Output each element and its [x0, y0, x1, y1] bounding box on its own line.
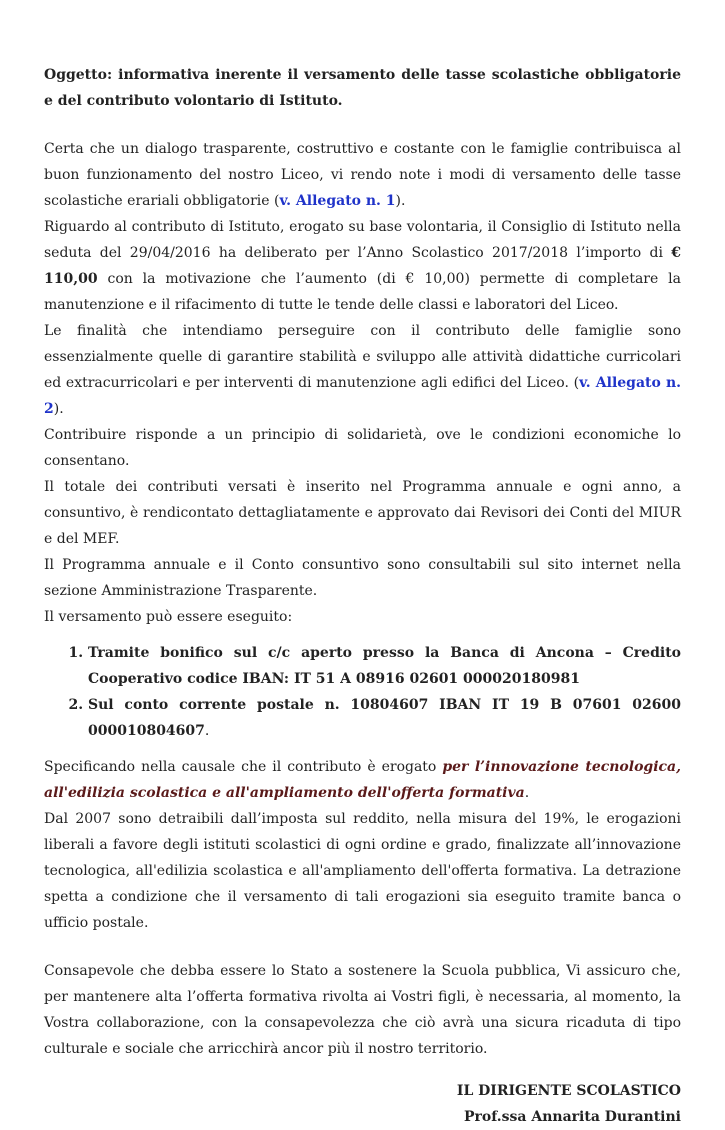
paragraph-payment-intro: Il versamento può essere eseguito:: [44, 609, 293, 625]
paragraph-tax-deduction: Dal 2007 sono detraibili dall’imposta sul reddito, nella misura del 19%, le erogazioni liberali a favore degli istituti scolastici di ogni ordine e grado, finalizzate all’innovazione tecnologica, all'edilizia scolastica e all'ampliamento dell'offerta formativa. La detrazione spetta a condizione che il versamento di tali erogazioni sia eseguito tramite banca o ufficio postale.: [44, 811, 681, 931]
paragraph-closing: Consapevole che debba essere lo Stato a sostenere la Scuola pubblica, Vi assicuro che, per mantenere alta l’offerta formativa rivolta ai Vostri figli, è necessaria, al momento, la Vostra collaborazione, con la consapevolezza che ciò avrà una sicura ricaduta di tipo culturale e sociale che arricchirà ancor più il nostro territorio.: [44, 963, 681, 1057]
paragraph-purposes-end: ).: [53, 401, 64, 417]
attachment-1-link[interactable]: v. Allegato n. 1: [279, 193, 396, 209]
paragraph-purposes-text: Le finalità che intendiamo perseguire con il contributo delle famiglie sono essenzialmente quelle di garantire stabilità e sviluppo alle attività didattiche curricolari ed extracurricolari e per interventi di manutenzione agli edifici del Liceo. (: [44, 323, 681, 391]
payment-method-bank: 1. Tramite bonifico sul c/c aperto presso la Banca di Ancona – Credito Cooperativo codice IBAN: IT 51 A 08916 02601 000020180981: [88, 640, 681, 692]
paragraph-intro: [44, 136, 681, 214]
payment-method-postal: [88, 692, 681, 744]
paragraph-causale-text: Specificando nella causale che il contributo è erogato: [44, 759, 443, 775]
signature-block: [44, 1078, 681, 1130]
paragraph-causale-end: .: [524, 785, 530, 801]
subject-line: Oggetto: informativa inerente il versamento delle tasse scolastiche obbligatorie e del contributo volontario di Istituto.: [44, 67, 681, 109]
attachment-2-link[interactable]: v. Allegato n. 2: [44, 375, 681, 417]
payment-method-postal-end: .: [204, 723, 210, 739]
paragraph-reporting: Il totale dei contributi versati è inserito nel Programma annuale e ogni anno, a consuntivo, è rendicontato dettagliatamente e approvato dai Revisori dei Conti del MIUR e del MEF.: [44, 479, 681, 547]
paragraph-website: Il Programma annuale e il Conto consuntivo sono consultabili sul sito internet nella sezione Amministrazione Trasparente.: [44, 557, 681, 599]
paragraph-contribution-text: Riguardo al contributo di Istituto, erogato su base volontaria, il Consiglio di Istituto nella seduta del 29/04/2016 ha deliberato per l’Anno Scolastico 2017/2018 l’importo di: [44, 219, 681, 261]
signature-name: Prof.ssa Annarita Durantini: [464, 1109, 681, 1125]
paragraph-intro-end: ).: [395, 193, 406, 209]
paragraph-purposes: [44, 318, 681, 422]
signature-role: IL DIRIGENTE SCOLASTICO: [456, 1083, 681, 1099]
contribution-amount: € 110,00: [44, 245, 681, 287]
payment-methods-list: [44, 640, 681, 744]
paragraph-contribution-end: con la motivazione che l’aumento (di € 10,00) permette di completare la manutenzione e il rifacimento di tutte le tende delle classi e laboratori del Liceo.: [44, 271, 681, 313]
paragraph-causale: [44, 754, 681, 806]
payment-method-postal-text: Sul conto corrente postale n. 10804607 IBAN IT 19 B 07601 02600 000010804607: [88, 697, 681, 739]
paragraph-solidarity: Contribuire risponde a un principio di solidarietà, ove le condizioni economiche lo consentano.: [44, 427, 681, 469]
document-page: [44, 62, 681, 1130]
paragraph-intro-text: Certa che un dialogo trasparente, costruttivo e costante con le famiglie contribuisca al buon funzionamento del nostro Liceo, vi rendo note i modi di versamento delle tasse scolastiche erariali obbligatorie (: [44, 141, 681, 209]
paragraph-contribution: [44, 214, 681, 318]
causale-emphasis: per l’innovazione tecnologica, all'edilizia scolastica e all'ampliamento dell'offerta formativa: [44, 759, 682, 801]
